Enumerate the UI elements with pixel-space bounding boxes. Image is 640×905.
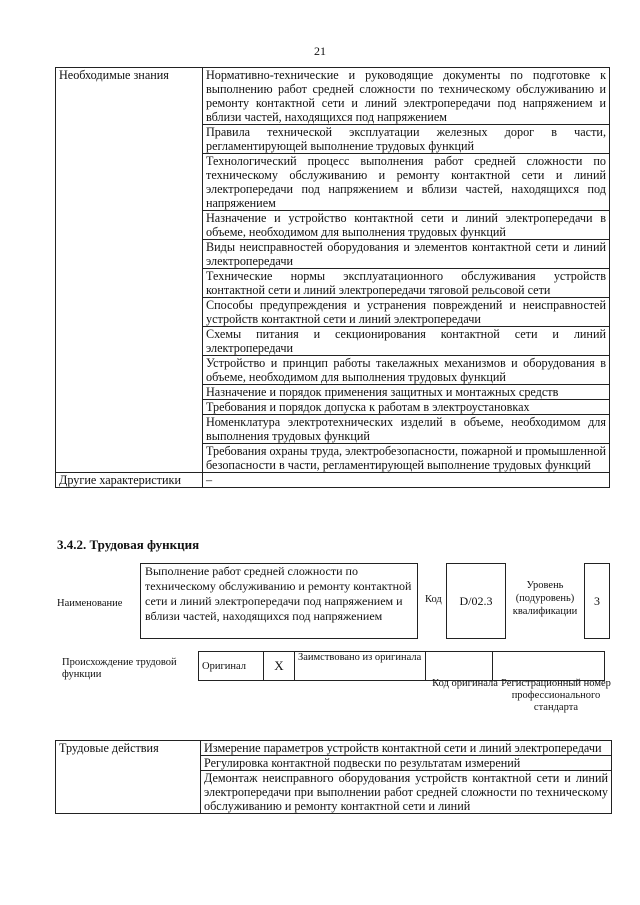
- function-name: Выполнение работ средней сложности по техническому обслуживанию и ремонту контактной сети и линий электропередачи под напряжением и вблизи частей, находящихся под напряжением: [140, 563, 418, 639]
- actions-table: [55, 740, 612, 814]
- knowledge-table: [55, 67, 610, 488]
- reg-number-cell: [493, 652, 605, 681]
- knowledge-item: Технические нормы эксплуатационного обслуживания устройств контактной сети и линий электропередачи тяговой рельсовой сети: [203, 269, 610, 298]
- knowledge-item: Способы предупреждения и устранения повреждений и неисправностей устройств контактной сети и линий электропередачи: [203, 298, 610, 327]
- table-row: [56, 741, 612, 756]
- knowledge-item: Технологический процесс выполнения работ средней сложности по техническому обслуживанию и ремонту контактной сети и линий электропередачи под напряжением и вблизи частей, находящихся под напряжением: [203, 154, 610, 211]
- page-number: 21: [314, 44, 326, 58]
- knowledge-item: Виды неисправностей оборудования и элементов контактной сети и линий электропередачи: [203, 240, 610, 269]
- qualification-level-label: Уровень (подуровень) квалификации: [512, 580, 578, 617]
- table-row: [56, 68, 610, 125]
- original-code-cell: [426, 652, 493, 681]
- knowledge-label: Необходимые знания: [56, 68, 203, 473]
- borrowed-label: Заимствовано из оригинала: [295, 652, 426, 681]
- qualification-level: 3: [584, 563, 610, 639]
- function-name-label: Наименование: [57, 598, 123, 609]
- knowledge-item: Требования охраны труда, электробезопасности, пожарной и промышленной безопасности в части, регламентирующей выполнение трудовых функций: [203, 444, 610, 473]
- function-code-label: Код: [425, 594, 442, 605]
- other-value: –: [203, 473, 610, 488]
- action-item: Регулировка контактной подвески по результатам измерений: [201, 756, 612, 771]
- origin-label: Происхождение трудовой функции: [62, 657, 177, 680]
- function-code: D/02.3: [446, 563, 506, 639]
- knowledge-item: Устройство и принцип работы такелажных механизмов и оборудования в объеме, необходимом для выполнения трудовых функций: [203, 356, 610, 385]
- knowledge-item: Схемы питания и секционирования контактной сети и линий электропередачи: [203, 327, 610, 356]
- original-label: Оригинал: [199, 652, 264, 681]
- original-code-label: Код оригинала: [432, 678, 498, 689]
- actions-label: Трудовые действия: [56, 741, 201, 814]
- table-row: [56, 473, 610, 488]
- knowledge-item: Нормативно-технические и руководящие документы по подготовке к выполнению работ средней сложности по техническому обслуживанию и ремонту контактной сети и линий электропередачи под напряжением и вблизи частей, находящихся под напряжением: [203, 68, 610, 125]
- knowledge-item: Назначение и порядок применения защитных и монтажных средств: [203, 385, 610, 400]
- reg-number-label: Регистрационный номер профессионального стандарта: [501, 678, 611, 713]
- knowledge-item: Требования и порядок допуска к работам в электроустановках: [203, 400, 610, 415]
- knowledge-item: Номенклатура электротехнических изделий в объеме, необходимом для выполнения трудовых функций: [203, 415, 610, 444]
- action-item: Демонтаж неисправного оборудования устройств контактной сети и линий электропередачи при выполнении работ средней сложности по техническому обслуживанию и ремонту контактной сети и линий: [201, 771, 612, 814]
- knowledge-item: Правила технической эксплуатации железных дорог в части, регламентирующей выполнение трудовых функций: [203, 125, 610, 154]
- section-title: 3.4.2. Трудовая функция: [57, 537, 200, 552]
- knowledge-item: Назначение и устройство контактной сети и линий электропередачи в объеме, необходимом для выполнения трудовых функций: [203, 211, 610, 240]
- action-item: Измерение параметров устройств контактной сети и линий электропередачи: [201, 741, 612, 756]
- table-row: [199, 652, 605, 681]
- origin-table: [198, 651, 605, 681]
- original-mark: X: [264, 652, 295, 681]
- other-label: Другие характеристики: [56, 473, 203, 488]
